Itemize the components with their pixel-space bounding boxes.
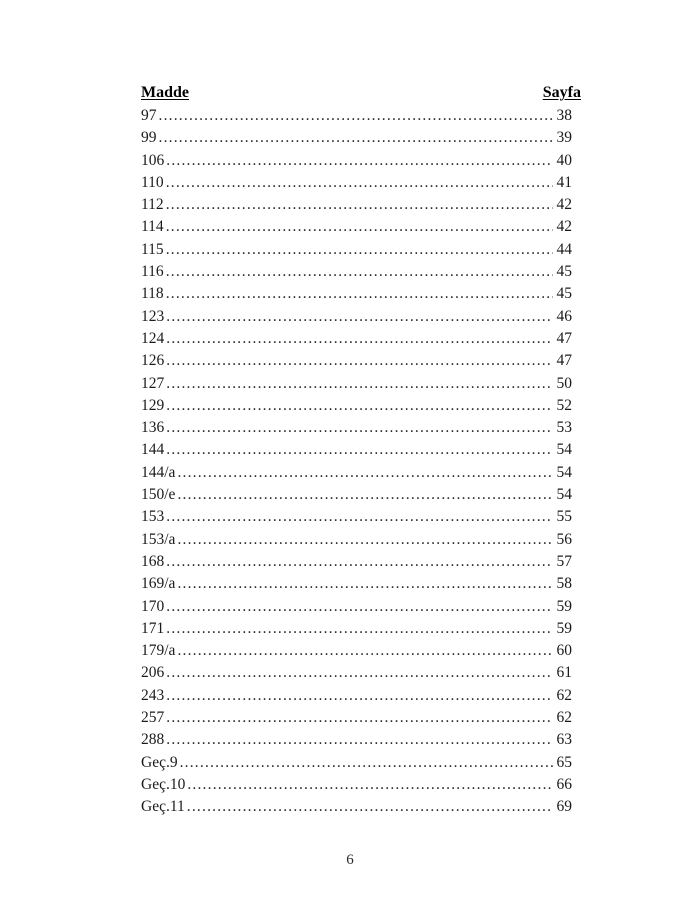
dot-leader <box>166 709 552 727</box>
dot-leader <box>159 107 553 125</box>
dot-leader <box>166 553 552 571</box>
madde-number: 136 <box>141 419 165 437</box>
index-row <box>141 129 581 151</box>
dot-leader <box>166 241 553 259</box>
dot-leader <box>166 620 552 638</box>
dot-leader <box>177 531 552 549</box>
madde-number: 106 <box>141 151 165 169</box>
sayfa-number: 52 <box>556 396 572 414</box>
dot-leader <box>166 308 552 326</box>
madde-number: 115 <box>141 240 164 258</box>
index-row <box>141 196 581 218</box>
page-number: 6 <box>346 852 354 868</box>
dot-leader <box>166 152 552 170</box>
sayfa-number: 50 <box>556 374 572 392</box>
dot-leader <box>166 419 552 437</box>
dot-leader <box>166 441 552 459</box>
madde-number: 118 <box>141 285 164 303</box>
index-row <box>141 486 581 508</box>
index-table <box>141 84 581 821</box>
index-row <box>141 620 581 642</box>
index-row <box>141 553 581 575</box>
dot-leader <box>166 352 552 370</box>
madde-number: 179/a <box>141 642 176 660</box>
madde-number: 170 <box>141 597 165 615</box>
index-row <box>141 330 581 352</box>
sayfa-number: 45 <box>556 263 572 281</box>
index-row <box>141 107 581 129</box>
sayfa-number: 40 <box>556 151 572 169</box>
madde-number: 126 <box>141 352 165 370</box>
index-row <box>141 687 581 709</box>
sayfa-number: 66 <box>556 775 572 793</box>
dot-leader <box>177 464 552 482</box>
sayfa-number: 60 <box>556 642 572 660</box>
madde-number: 116 <box>141 263 164 281</box>
sayfa-number: 42 <box>556 218 572 236</box>
index-row <box>141 709 581 731</box>
dot-leader <box>166 285 553 303</box>
madde-number: 206 <box>141 664 165 682</box>
sayfa-number: 53 <box>556 419 572 437</box>
dot-leader <box>166 196 553 214</box>
dot-leader <box>166 263 553 281</box>
madde-number: 97 <box>141 107 157 124</box>
dot-leader <box>177 575 552 593</box>
index-row <box>141 798 581 820</box>
madde-number: 169/a <box>141 575 176 593</box>
madde-number: 243 <box>141 686 165 704</box>
sayfa-number: 47 <box>556 329 572 347</box>
sayfa-number: 45 <box>556 285 572 303</box>
index-row <box>141 464 581 486</box>
index-row <box>141 263 581 285</box>
index-row <box>141 352 581 374</box>
column-header-sayfa: Sayfa <box>542 84 581 101</box>
index-row <box>141 285 581 307</box>
madde-number: 123 <box>141 307 165 325</box>
sayfa-number: 59 <box>556 597 572 615</box>
index-row <box>141 397 581 419</box>
dot-leader <box>166 731 552 749</box>
index-row <box>141 731 581 753</box>
madde-number: 171 <box>141 619 165 637</box>
dot-leader <box>166 330 552 348</box>
dot-leader <box>166 687 552 705</box>
index-row <box>141 531 581 553</box>
sayfa-number: 46 <box>556 307 572 325</box>
madde-number: 150/e <box>141 486 176 504</box>
dot-leader <box>166 397 552 415</box>
madde-number: 144 <box>141 441 165 459</box>
dot-leader <box>187 776 552 794</box>
sayfa-number: 62 <box>556 686 572 704</box>
sayfa-number: 57 <box>556 552 572 570</box>
dot-leader <box>166 598 552 616</box>
index-row <box>141 218 581 240</box>
index-row <box>141 308 581 330</box>
sayfa-number: 47 <box>556 352 572 370</box>
sayfa-number: 63 <box>556 731 572 749</box>
dot-leader <box>166 664 552 682</box>
dot-leader <box>159 129 553 147</box>
madde-number: 112 <box>141 196 164 214</box>
index-row <box>141 642 581 664</box>
sayfa-number: 38 <box>556 107 572 124</box>
dot-leader <box>177 642 552 660</box>
index-row <box>141 776 581 798</box>
madde-number: 99 <box>141 129 157 147</box>
sayfa-number: 65 <box>556 753 572 771</box>
madde-number: Geç.11 <box>141 798 185 816</box>
dot-leader <box>166 218 553 236</box>
madde-number: 114 <box>141 218 164 236</box>
madde-number: 257 <box>141 709 165 727</box>
sayfa-number: 42 <box>556 196 572 214</box>
index-row <box>141 575 581 597</box>
index-row <box>141 508 581 530</box>
madde-number: 153 <box>141 508 165 526</box>
index-row <box>141 419 581 441</box>
madde-number: Geç.10 <box>141 775 186 793</box>
dot-leader <box>166 174 553 192</box>
sayfa-number: 69 <box>556 798 572 816</box>
madde-number: 153/a <box>141 530 176 548</box>
sayfa-number: 54 <box>556 463 572 481</box>
sayfa-number: 59 <box>556 619 572 637</box>
index-row <box>141 152 581 174</box>
madde-number: 110 <box>141 173 164 191</box>
sayfa-number: 56 <box>556 530 572 548</box>
dot-leader <box>166 508 552 526</box>
index-header-row <box>141 84 581 107</box>
sayfa-number: 55 <box>556 508 572 526</box>
madde-number: Geç.9 <box>141 753 178 771</box>
madde-number: 124 <box>141 329 165 347</box>
dot-leader <box>177 486 552 504</box>
index-row <box>141 241 581 263</box>
madde-number: 144/a <box>141 463 176 481</box>
sayfa-number: 61 <box>556 664 572 682</box>
index-row <box>141 375 581 397</box>
madde-number: 129 <box>141 396 165 414</box>
index-row <box>141 441 581 463</box>
index-row <box>141 664 581 686</box>
sayfa-number: 41 <box>556 173 572 191</box>
index-row <box>141 754 581 776</box>
sayfa-number: 44 <box>556 240 572 258</box>
dot-leader <box>166 375 552 393</box>
sayfa-number: 39 <box>556 129 572 147</box>
sayfa-number: 62 <box>556 709 572 727</box>
sayfa-number: 54 <box>556 486 572 504</box>
madde-number: 288 <box>141 731 165 749</box>
madde-number: 168 <box>141 552 165 570</box>
index-row <box>141 174 581 196</box>
dot-leader <box>180 754 553 772</box>
sayfa-number: 54 <box>556 441 572 459</box>
madde-number: 127 <box>141 374 165 392</box>
index-row <box>141 598 581 620</box>
dot-leader <box>187 798 553 816</box>
column-header-madde: Madde <box>141 84 189 101</box>
index-rows <box>141 107 581 821</box>
sayfa-number: 58 <box>556 575 572 593</box>
